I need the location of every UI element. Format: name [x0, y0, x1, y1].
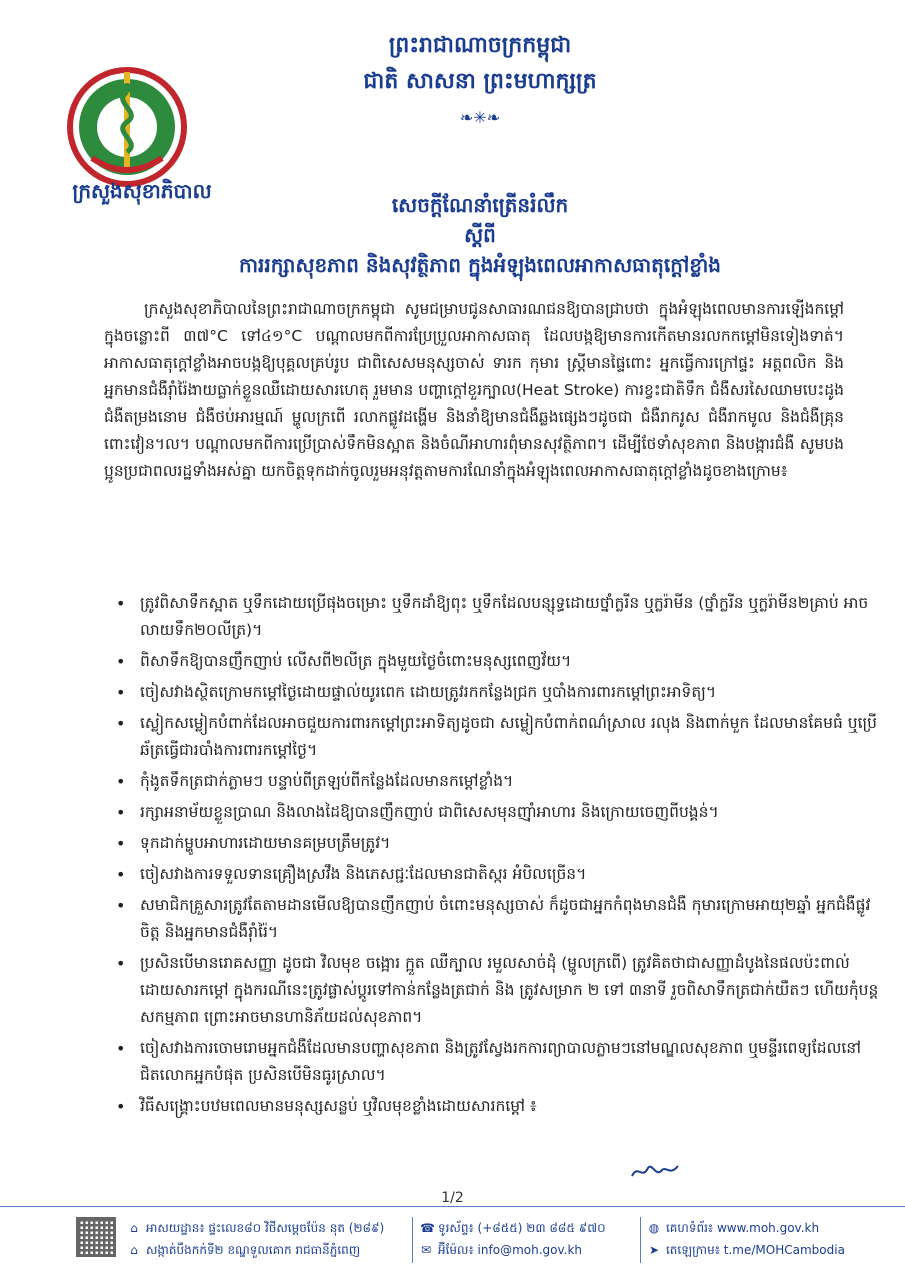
page-number: 1/2 — [441, 1190, 464, 1206]
website-link[interactable]: គេហទំព័រ៖ www.moh.gov.kh — [666, 1221, 820, 1235]
list-item: • ចៀសវាងស្ថិតក្រោមកម្តៅថ្ងៃដោយផ្ទាល់យូរពេក ដោយត្រូវរកកន្លែងជ្រក ឬបាំងការពារកម្តៅព្រះអាទិត្យ។ — [140, 679, 880, 706]
list-item: • ចៀសវាងការទទួលទានគ្រឿងស្រវឹង និងភេសជ្ជៈដែលមានជាតិស្ករ អំបិលច្រើន។ — [140, 861, 880, 888]
email-icon: ✉ — [420, 1243, 432, 1257]
list-item: • ស្លៀកសម្លៀកបំពាក់ដែលអាចជួយការពារកម្តៅព្រះអាទិត្យដូចជា សម្លៀកបំពាក់ពណ៌ស្រាល រលុង និងពាក់មួក ដែលមានគែមធំ ឬប្រើឆ័ត្រធ្វើជារបាំងការពារកម្តៅថ្ងៃ។ — [140, 710, 880, 764]
intro-paragraph: ក្រសួងសុខាភិបាលនៃព្រះរាជាណាចក្រកម្ពុជា សូមជម្រាបជូនសាធារណជនឱ្យបានជ្រាបថា ក្នុងអំឡុងពេលមានការឡើងកម្តៅក្នុងចន្លោះពី ៣៧°C ទៅ៤១°C បណ្តាលមកពីការប្រែប្រួលអាកាសធាតុ ដែលបង្កឱ្យមានការកើតមានរលកកម្តៅមិនទៀងទាត់។ អាកាសធាតុក្តៅខ្លាំងអាចបង្កឱ្យបុគ្គលគ្រប់រូប ជាពិសេសមនុស្សចាស់ ទារក កុមារ ស្ត្រីមានផ្ទៃពោះ អ្នកធ្វើការក្រៅផ្ទះ អត្តពលិក និងអ្នកមានជំងឺរ៉ាំរ៉ៃងាយធ្លាក់ខ្លួនឈឺដោយសារហេតុ រួមមាន បញ្ហាក្តៅខួរក្បាល(Heat Stroke) ការខ្វះជាតិទឹក ជំងឺសរសៃឈាមបេះដូង ជំងឺតម្រងនោម ជំងឺថប់អារម្មណ៍ ម្ហូលក្រពើ រលាកផ្លូវដង្ហើម និងនាំឱ្យមានជំងឺឆ្លងផ្សេងៗដូចជា ជំងឺរាករូស ជំងឺរាកមូល និងជំងឺគ្រុនពោះវៀន។ល។ បណ្តាលមកពីការប្រើប្រាស់ទឹកមិនស្អាត និងចំណីអាហារពុំមានសុវត្ថិភាព។ ដើម្បីថែទាំសុខភាព និងបង្ការជំងឺ សូមបងប្អូនប្រជាពលរដ្ឋទាំងអស់គ្នា យកចិត្តទុកដាក់ចូលរួមអនុវត្តតាមការណែនាំក្នុងអំឡុងពេលអាកាសធាតុក្តៅខ្លាំងដូចខាងក្រោម៖ — [104, 300, 844, 480]
location-icon: ⌂ — [130, 1221, 138, 1235]
list-item: • រក្សាអនាម័យខ្លួនប្រាណ និងលាងដៃឱ្យបានញឹកញាប់ ជាពិសេសមុនញ៉ាំអាហារ និងក្រោយចេញពីបង្គន់។ — [140, 799, 880, 826]
document-title — [100, 190, 860, 280]
telegram-icon: ➤ — [648, 1243, 660, 1257]
guidance-list — [104, 590, 880, 1124]
phone-number: ទូរស័ព្ទ៖ (+៨៥៥) ២៣ ៨៨៥ ៩៧០ — [438, 1221, 606, 1235]
footer-address — [128, 1217, 384, 1261]
initials-signature — [630, 1160, 680, 1182]
telegram-link[interactable]: តេឡេក្រាម៖ t.me/MOHCambodia — [666, 1243, 845, 1257]
footer-divider — [412, 1217, 413, 1263]
footer-contact — [420, 1217, 606, 1261]
list-item: • ចៀសវាងការចោមរោមអ្នកជំងឺដែលមានបញ្ហាសុខភាព និងត្រូវស្វែងរកការព្យាបាលភ្លាមៗនៅមណ្ឌលសុខភាព ឬមន្ទីរពេទ្យដែលនៅជិតលោកអ្នកបំផុត ប្រសិនបើមិនធូរស្រាល។ — [140, 1035, 880, 1089]
footer-web — [648, 1217, 845, 1261]
list-item: • សមាជិកគ្រួសារត្រូវតែតាមដានមើលឱ្យបានញឹកញាប់ ចំពោះមនុស្សចាស់ ក៏ដូចជាអ្នកកំពុងមានជំងឺ កុមារក្រោមអាយុ២ឆ្នាំ អ្នកជំងឺផ្លូវចិត្ត និងអ្នកមានជំងឺរ៉ាំរ៉ៃ។ — [140, 892, 880, 946]
ministry-logo — [62, 62, 192, 192]
title-line-3: ការរក្សាសុខភាព និងសុវត្ថិភាព ក្នុងអំឡុងពេលអាកាសធាតុក្តៅខ្លាំង — [239, 253, 721, 277]
title-line-2: ស្តីពី — [464, 223, 496, 247]
list-item: • ប្រសិនបើមានរោគសញ្ញា ដូចជា វិលមុខ ចង្អោរ ក្អួត ឈឺក្បាល រមួលសាច់ដុំ (ម្ហូលក្រពើ) ត្រូវគិតថាជាសញ្ញាដំបូងនៃផលប៉ះពាល់ដោយសារកម្តៅ ក្នុងករណីនេះត្រូវផ្លាស់ប្តូរទៅកាន់កន្លែងត្រជាក់ និង ត្រូវសម្រាក ២ ទៅ ៣នាទី រួចពិសាទឹកត្រជាក់យឺតៗ ហើយកុំបន្តសកម្មភាព ព្រោះអាចមានហានិភ័យដល់សុខភាព។ — [140, 950, 880, 1031]
footer — [0, 1206, 905, 1281]
list-item: • ត្រូវពិសាទឹកស្អាត ឬទឹកដោយប្រើផុងចម្រោះ ឬទឹកដាំឱ្យពុះ ឬទឹកដែលបន្សុទ្ធដោយថ្នាំក្លរីន ឬក្លរ៉ាមីន (ថ្នាំក្លរីន ឬក្លរ៉ាមីន២គ្រាប់ អាចលាយទឹក២០លីត្រ)។ — [140, 590, 880, 644]
phone-icon: ☎ — [420, 1221, 435, 1235]
list-item: • វិធីសង្គ្រោះបឋមពេលមានមនុស្សសន្លប់ ឬវិលមុខខ្លាំងដោយសារកម្តៅ ៖ — [140, 1093, 880, 1120]
title-line-1: សេចក្តីណែនាំត្រើនរំលឹក — [391, 193, 569, 217]
location-icon: ⌂ — [130, 1243, 138, 1257]
ministry-name: ក្រសួងសុខាភិបាល — [72, 179, 212, 203]
footer-divider — [640, 1217, 641, 1263]
list-item: • កុំងូតទឹកត្រជាក់ភ្លាមៗ បន្ទាប់ពីត្រឡប់ពីកន្លែងដែលមានកម្តៅខ្លាំង។ — [140, 768, 880, 795]
email-link[interactable]: អ៊ីម៉ែល៖ info@moh.gov.kh — [438, 1243, 583, 1257]
kingdom-line: ព្រះរាជាណាចក្រកម្ពុជា — [388, 33, 572, 58]
qr-code-icon — [76, 1217, 116, 1257]
motto-line: ជាតិ សាសនា ព្រះមហាក្សត្រ — [363, 69, 597, 94]
list-item: • ទុកដាក់ម្ហូបអាហារដោយមានគម្របត្រឹមត្រូវ។ — [140, 830, 880, 857]
globe-icon: ◍ — [648, 1221, 660, 1235]
address-line-2: សង្កាត់បឹងកក់ទី២ ខណ្ឌទួលគោក រាជធានីភ្នំពេញ — [146, 1243, 361, 1257]
list-item: • ពិសាទឹកឱ្យបានញឹកញាប់ លើសពី២លីត្រ ក្នុងមួយថ្ងៃចំពោះមនុស្សពេញវ័យ។ — [140, 648, 880, 675]
address-line-1: អាសយដ្ឋាន៖ ផ្ទះលេខ៨០ វិថីសម្តេចប៉ែន នុត (២៨៩) — [146, 1221, 385, 1235]
national-header — [300, 28, 660, 136]
ornament-divider: ❧✳❧ — [459, 108, 501, 127]
